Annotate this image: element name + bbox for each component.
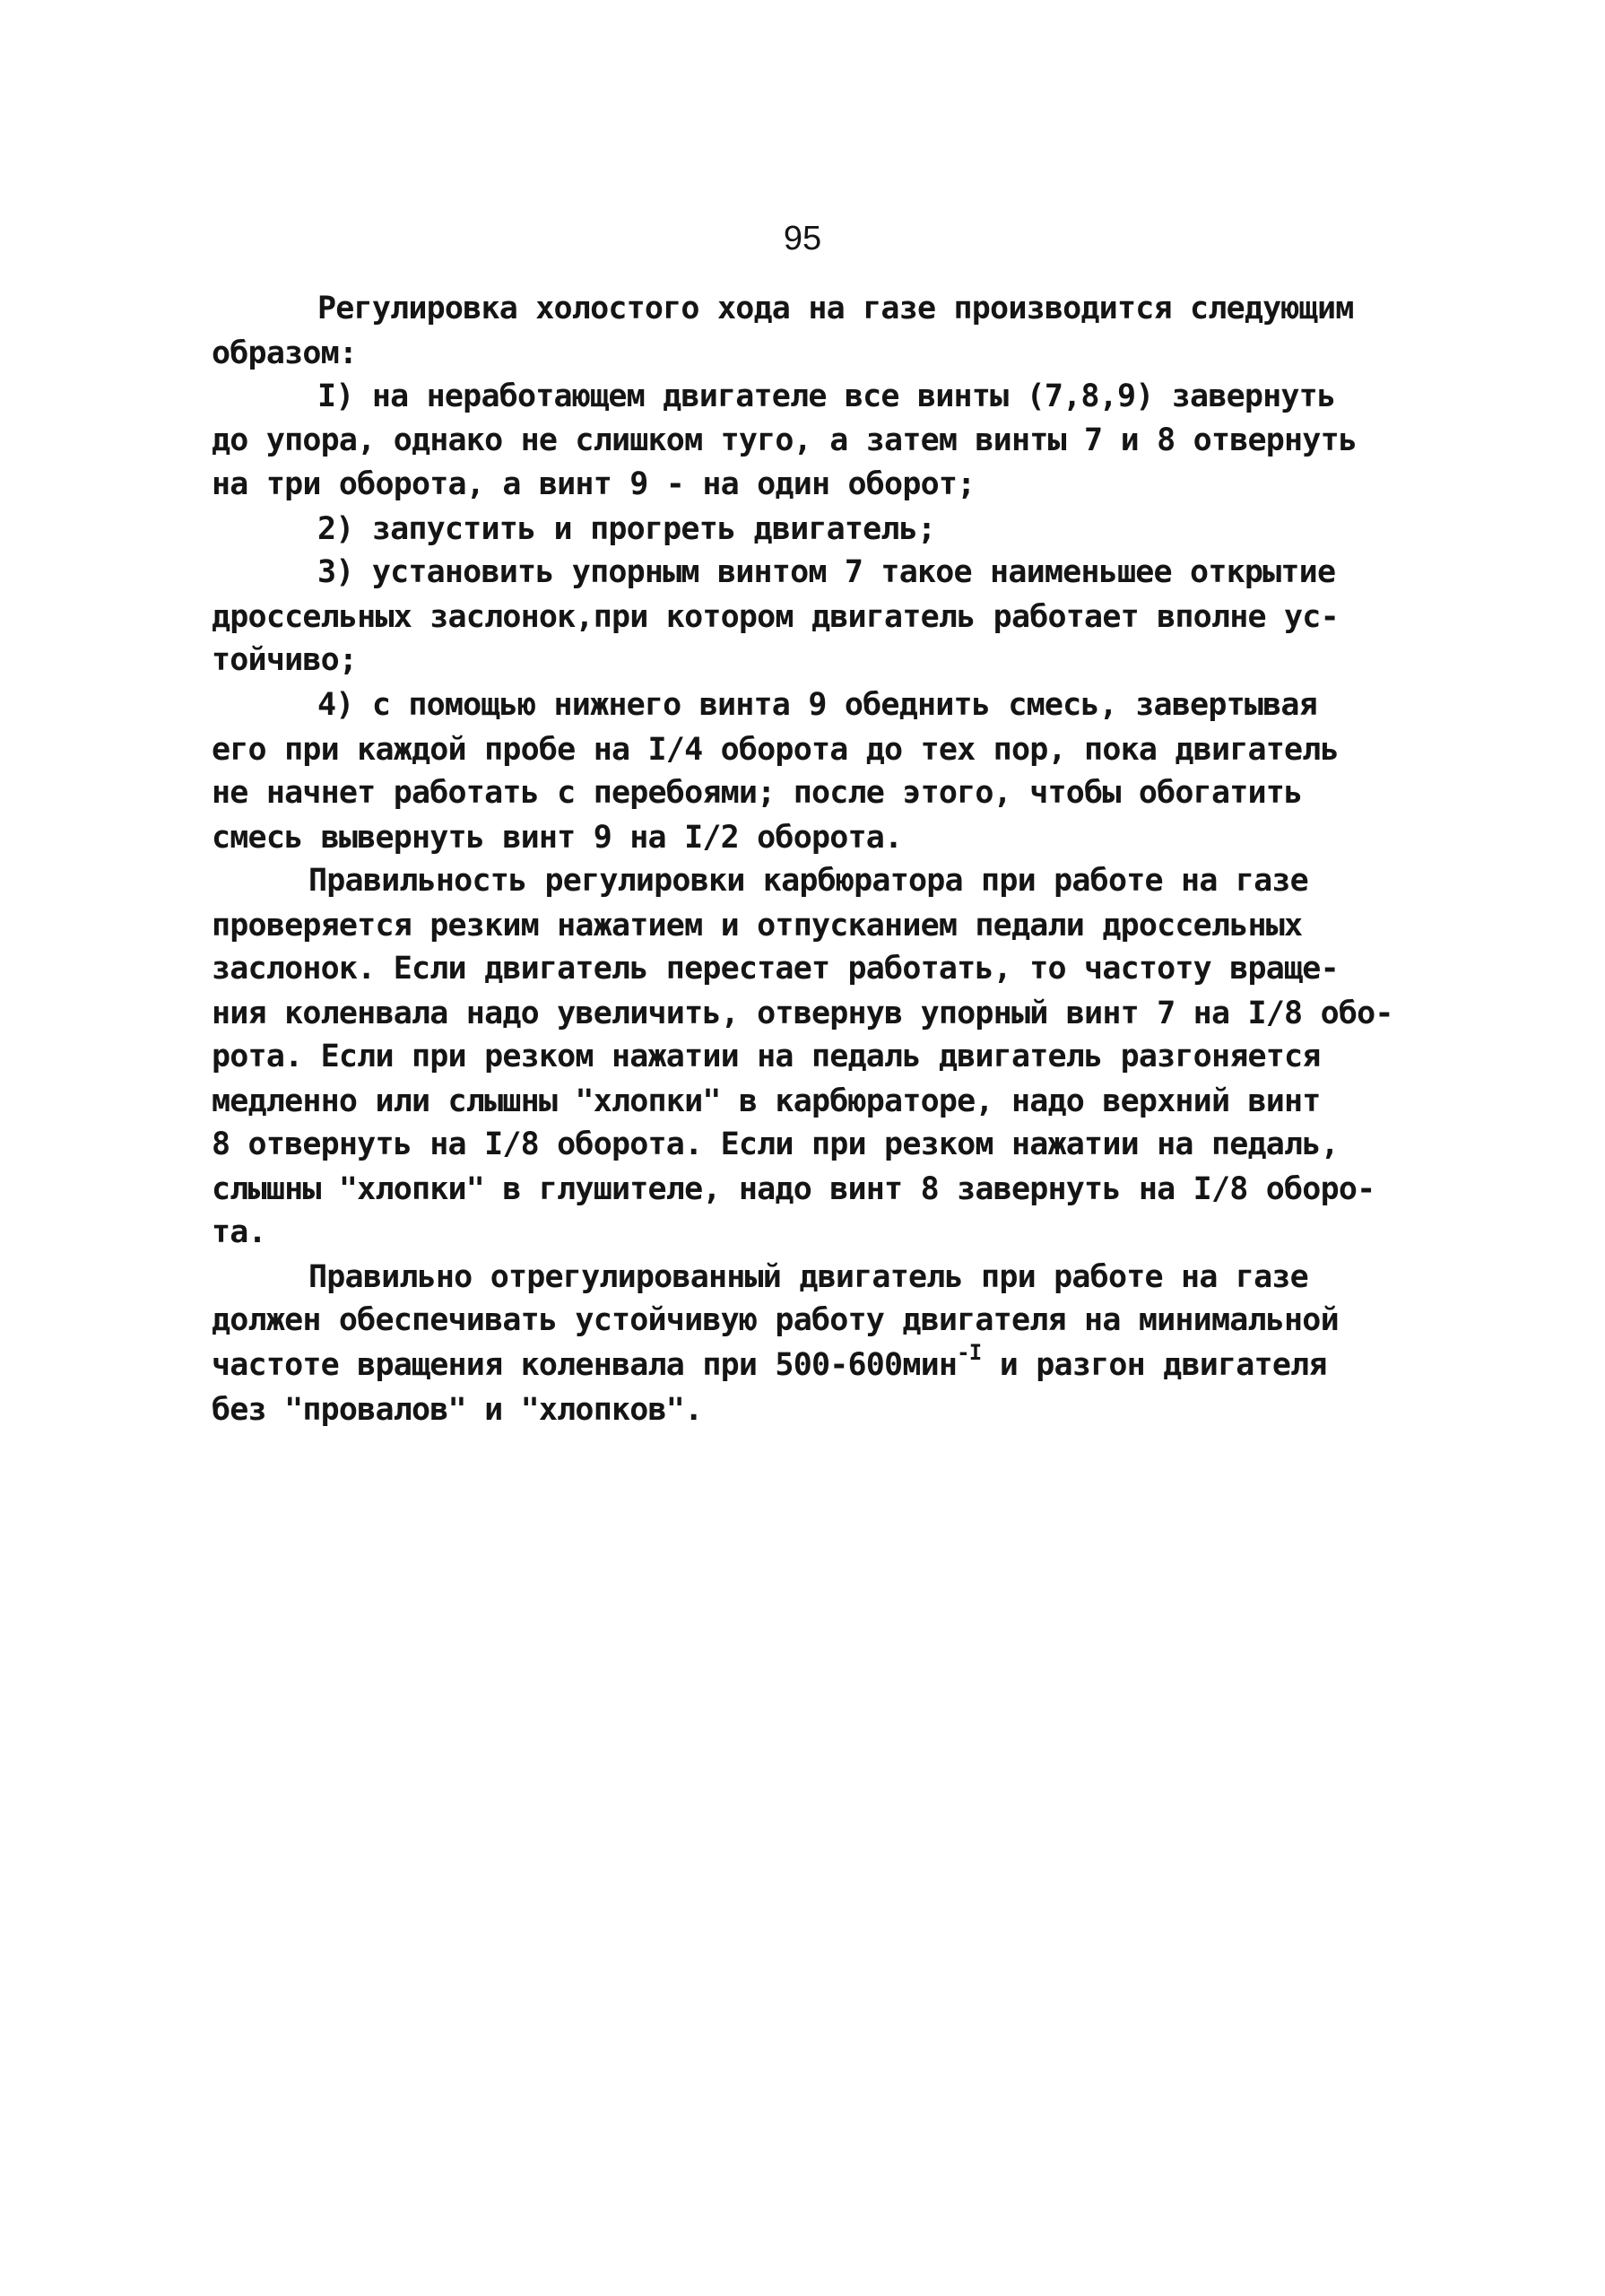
- text-line: проверяется резким нажатием и отпусканием педали дроссельных: [212, 908, 1303, 944]
- text-line: до упора, однако не слишком туго, а затем винты 7 и 8 отвернуть: [212, 422, 1358, 458]
- superscript: -I: [957, 1340, 982, 1366]
- text-line: 4) с помощью нижнего винта 9 обеднить смесь, завертывая: [317, 687, 1317, 723]
- text-line: медленно или слышны "хлопки" в карбюраторе, надо верхний винт: [212, 1083, 1321, 1119]
- text-line: должен обеспечивать устойчивую работу двигателя на минимальной: [212, 1302, 1339, 1338]
- text-line: 8 отвернуть на I/8 оборота. Если при резком нажатии на педаль,: [212, 1126, 1339, 1162]
- text-line: дроссельных заслонок,при котором двигатель работает вполне ус-: [212, 599, 1339, 635]
- text-line: ния коленвала надо увеличить, отвернув упорный винт 7 на I/8 обо-: [212, 996, 1393, 1031]
- text-line: [212, 1340, 1327, 1387]
- text-line: та.: [212, 1214, 266, 1250]
- text-line: Правильность регулировки карбюратора при работе на газе: [308, 863, 1308, 899]
- text-segment: и разгон двигателя: [981, 1347, 1327, 1383]
- text-line: 3) установить упорным винтом 7 такое наименьшее открытие: [317, 554, 1336, 590]
- text-line: не начнет работать с перебоями; после этого, чтобы обогатить: [212, 775, 1303, 811]
- text-line: Регулировка холостого хода на газе производится следующим: [317, 291, 1354, 326]
- text-line: I) на неработающем двигателе все винты (7,8,9) завернуть: [317, 378, 1336, 414]
- text-line: его при каждой пробе на I/4 оборота до тех пор, пока двигатель: [212, 732, 1339, 768]
- text-line: Правильно отрегулированный двигатель при работе на газе: [308, 1259, 1308, 1295]
- text-line: заслонок. Если двигатель перестает работать, то частоту враще-: [212, 951, 1339, 987]
- text-line: смесь вывернуть винт 9 на I/2 оборота.: [212, 820, 903, 856]
- text-line: 2) запустить и прогреть двигатель;: [317, 511, 936, 547]
- text-line: тойчиво;: [212, 642, 358, 678]
- text-segment: частоте вращения коленвала при 500-600мин: [212, 1347, 958, 1383]
- text-line: рота. Если при резком нажатии на педаль двигатель разгоняется: [212, 1039, 1321, 1074]
- text-line: на три оборота, а винт 9 - на один оборот;: [212, 466, 976, 502]
- page-number: 95: [783, 220, 822, 257]
- text-line: образом:: [212, 335, 358, 371]
- text-line: слышны "хлопки" в глушителе, надо винт 8 завернуть на I/8 оборо-: [212, 1171, 1375, 1207]
- text-line: без "провалов" и "хлопков".: [212, 1392, 703, 1428]
